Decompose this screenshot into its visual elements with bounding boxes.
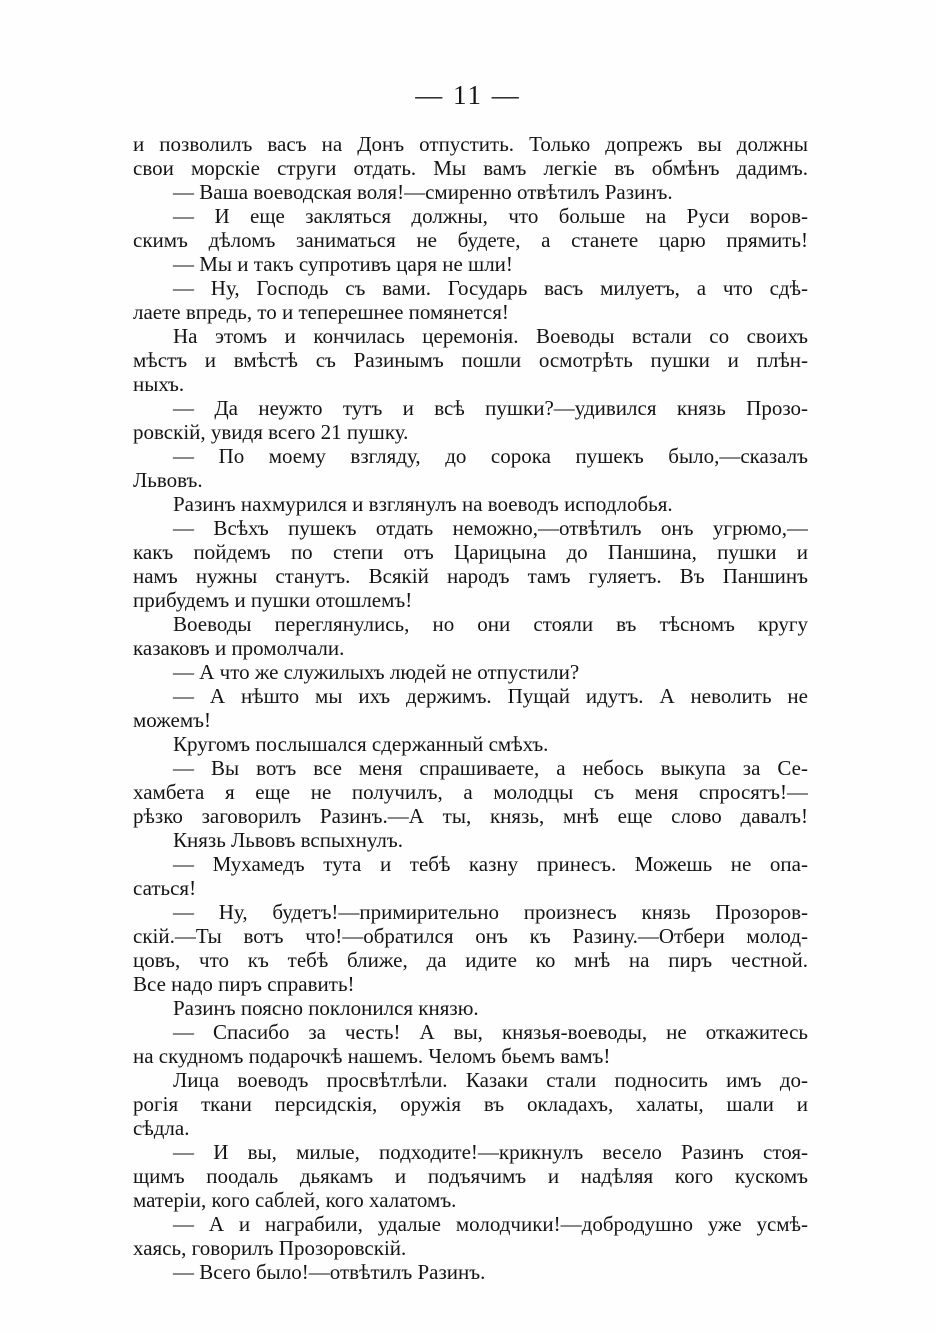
text-line: щимъ поодаль дьякамъ и подъячимъ и надѣляя кого кускомъ <box>133 1164 808 1188</box>
text-line: Лица воеводъ просвѣтлѣли. Казаки стали подносить имъ до- <box>173 1068 808 1092</box>
text-line: матерiи, кого саблей, кого халатомъ. <box>133 1188 457 1212</box>
text-line: — Вы вотъ все меня спрашиваете, а небось выкупа за Се- <box>173 756 808 780</box>
text-line: намъ нужны станутъ. Всякiй народъ тамъ гуляетъ. Въ Паншинъ <box>133 564 808 588</box>
text-line: — А и награбили, удалые молодчики!—добродушно уже усмѣ- <box>173 1212 808 1236</box>
text-line: хаясь, говорилъ Прозоровскiй. <box>133 1236 407 1260</box>
text-line: — Всѣхъ пушекъ отдать неможно,—отвѣтилъ онъ угрюмо,— <box>173 516 808 540</box>
text-line: ровскiй, увидя всего 21 пушку. <box>133 420 409 444</box>
text-line: лаете впредь, то и теперешнее помянется! <box>133 300 509 324</box>
text-line: — По моему взгляду, до сорока пушекъ было,—сказалъ <box>173 444 808 468</box>
text-line: Все надо пиръ справить! <box>133 972 355 996</box>
text-line: — Спасибо за честь! А вы, князья-воеводы, не откажитесь <box>173 1020 808 1044</box>
text-line: Разинъ нахмурился и взглянулъ на воеводъ исподлобья. <box>173 492 673 516</box>
text-line: скимъ дѣломъ заниматься не будете, а станете царю прямить! <box>133 228 808 252</box>
text-line: — Да неужто тутъ и всѣ пушки?—удивился князь Прозо- <box>173 396 808 420</box>
text-line: — Мухамедъ тута и тебѣ казну принесъ. Можешь не опа- <box>173 852 808 876</box>
text-line: Кругомъ послышался сдержанный смѣхъ. <box>173 732 549 756</box>
text-line: какъ пойдемъ по степи отъ Царицына до Паншина, пушки и <box>133 540 808 564</box>
text-line: цовъ, что къ тебѣ ближе, да идите ко мнѣ на пиръ честной. <box>133 948 808 972</box>
text-line: — Ну, Господь съ вами. Государь васъ милуетъ, а что сдѣ- <box>173 276 808 300</box>
text-line: Воеводы переглянулись, но они стояли въ тѣсномъ кругу <box>173 612 808 636</box>
page-number: — 11 — <box>415 80 521 110</box>
text-line: на скудномъ подарочкѣ нашемъ. Челомъ бьемъ вамъ! <box>133 1044 611 1068</box>
text-line: казаковъ и промолчали. <box>133 636 345 660</box>
text-line: — И вы, милые, подходите!—крикнулъ весело Разинъ стоя- <box>173 1140 808 1164</box>
text-line: ныхъ. <box>133 372 185 396</box>
text-line: саться! <box>133 876 197 900</box>
page-text-block <box>133 132 808 1284</box>
text-line: рѣзко заговорилъ Разинъ.—А ты, князь, мнѣ еще слово давалъ! <box>133 804 808 828</box>
text-line: Львовъ. <box>133 468 203 492</box>
text-line: — И еще закляться должны, что больше на Руси воров- <box>173 204 808 228</box>
text-line: можемъ! <box>133 708 211 732</box>
text-line: скiй.—Ты вотъ что!—обратился онъ къ Разину.—Отбери молод- <box>133 924 808 948</box>
text-line: свои морскiе струги отдать. Мы вамъ легкiе въ обмѣнъ дадимъ. <box>133 156 808 180</box>
text-line: и позволилъ васъ на Донъ отпустить. Только допрежъ вы должны <box>133 132 808 156</box>
text-line: сѣдла. <box>133 1116 190 1140</box>
text-line: рогiя ткани персидскiя, оружiя въ окладахъ, халаты, шали и <box>133 1092 808 1116</box>
text-line: — А что же служилыхъ людей не отпустили? <box>173 660 580 684</box>
text-line: Князь Львовъ вспыхнулъ. <box>173 828 403 852</box>
text-line: — Ну, будетъ!—примирительно произнесъ князь Прозоров- <box>173 900 808 924</box>
text-line: — Всего было!—отвѣтилъ Разинъ. <box>173 1260 486 1284</box>
text-line: — Ваша воеводская воля!—смиренно отвѣтилъ Разинъ. <box>173 180 673 204</box>
text-line: мѣстъ и вмѣстѣ съ Разинымъ пошли осмотрѣть пушки и плѣн- <box>133 348 808 372</box>
text-line: хамбета я еще не получилъ, а молодцы съ меня спросятъ!— <box>133 780 808 804</box>
text-line: — А нѣшто мы ихъ держимъ. Пущай идутъ. А неволить не <box>173 684 808 708</box>
text-line: Разинъ поясно поклонился князю. <box>173 996 479 1020</box>
text-line: На этомъ и кончилась церемонiя. Воеводы встали со своихъ <box>173 324 808 348</box>
text-line: прибудемъ и пушки отошлемъ! <box>133 588 413 612</box>
text-line: — Мы и такъ супротивъ царя не шли! <box>173 252 513 276</box>
